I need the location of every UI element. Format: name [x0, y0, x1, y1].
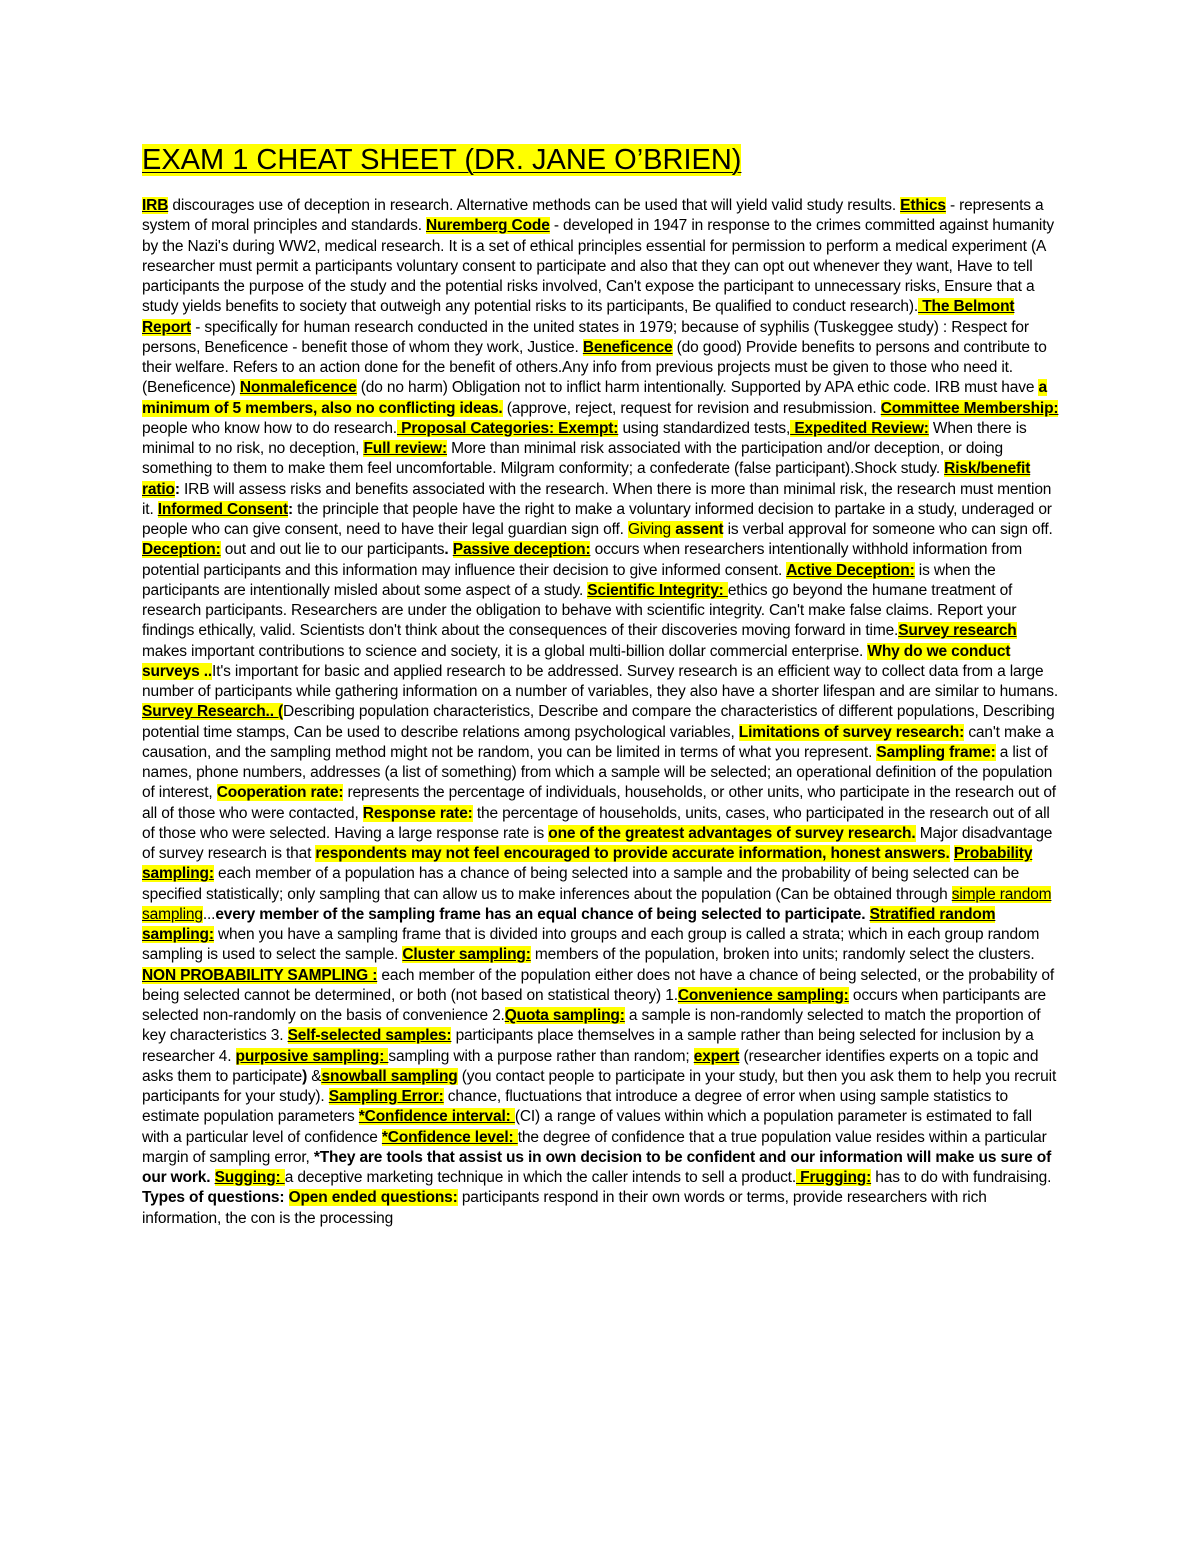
key-term: Active Deception:: [786, 561, 915, 579]
body-text-run: discourages use of deception in research. Alternative methods can be used that will yield valid study results.: [168, 197, 901, 214]
body-text-run: ...: [202, 905, 216, 923]
body-text-run: Major disadvantage of survey research is that: [142, 824, 1053, 862]
body-text-run: makes important contributions to science and society, it is a global multi-billion dollar commercial enterprise.: [142, 642, 868, 660]
body-text-run: When there is minimal to no risk, no deception,: [142, 419, 1027, 457]
page-title: [142, 140, 1062, 180]
body-text-run: - developed in 1947 in response to the crimes committed against humanity by the Nazi's during WW2, medical research. It is a set of ethical principles essential for permission to perform a medical experiment (A researcher must permit a participants voluntary consent to participate and also that they can opt out whenever they want, Have to tell participants the purpose of the study and the potential risks involved, Can't expose the participant to unnecessary risks, Ensure that a study yields benefits to society that outweigh any potential risks to its participants, Be qualified to conduct research).: [142, 217, 1054, 316]
key-term: purposive sampling:: [235, 1047, 389, 1065]
key-term: Passive deception:: [452, 541, 591, 559]
bold-text: .: [444, 541, 449, 559]
key-term: Quota sampling:: [504, 1007, 625, 1024]
key-term: Sampling Error:: [328, 1088, 444, 1105]
highlighted-bold-text: Why do we conduct surveys ..: [142, 642, 1011, 680]
key-term: Cluster sampling:: [402, 946, 531, 964]
highlighted-bold-text: assent: [675, 521, 724, 538]
body-text-run: (approve, reject, request for revision and resubmission.: [502, 399, 881, 417]
highlighted-bold-text: Limitations of survey research:: [738, 723, 965, 741]
document-page: [142, 140, 1062, 1229]
body-text-run: (do no harm) Obligation not to inflict harm intentionally. Supported by APA ethic code. IRB must have: [356, 379, 1039, 397]
highlighted-bold-text: respondents may not feel encouraged to provide accurate information, honest answers.: [315, 845, 950, 862]
highlighted-bold-text: one of the greatest advantages of survey research.: [548, 824, 916, 842]
body-text-run: - represents a system of moral principles and standards.: [142, 197, 1044, 235]
key-term: Beneficence: [582, 338, 673, 356]
key-term: Committee Membership:: [880, 399, 1059, 417]
key-term: *Confidence level:: [381, 1128, 518, 1146]
body-text-run: ethics go beyond the humane treatment of research participants. Researchers are under the obligation to behave with scientific integrity. Can't make false claims. Report your findings ethically, valid. Scientists don't think about the consequences of their discoveries moving forward in time.: [142, 581, 1017, 640]
key-term: Sugging:: [214, 1169, 285, 1186]
body-text-run: out and out lie to our participants: [220, 541, 445, 559]
key-term: Nuremberg Code: [426, 217, 550, 235]
body-text-run: Describing population characteristics, Describe and compare the characteristics of different populations, Describing potential time stamps, Can be used to describe relations among psychological variables,: [142, 703, 1055, 741]
body-text-run: people who know how to do research.: [142, 419, 397, 437]
body-text-run: [865, 906, 869, 923]
body-text-run: More than minimal risk associated with the participation and/or deception, or doing something to them to make them feel uncomfortable. Milgram conformity; a confederate (false participant).Shock study.: [142, 440, 1004, 478]
body-text-run: a sample is non-randomly selected to match the proportion of key characteristics 3.: [142, 1007, 1041, 1045]
key-term: Scientific Integrity:: [587, 581, 728, 599]
body-text-run: the principle that people have the right to make a voluntary informed decision to partake in a study, underaged or people who can give consent, need to have their legal guardian sign off.: [142, 500, 1052, 538]
key-term: Frugging:: [796, 1169, 872, 1186]
key-term: expert: [693, 1047, 740, 1065]
key-term: Survey research: [898, 622, 1017, 640]
body-text-run: IRB will assess risks and benefits associated with the research. When there is more than minimal risk, the research must mention it.: [142, 480, 1052, 518]
body-text-run: when you have a sampling frame that is divided into groups and each group is called a strata; which in each group random sampling is used to select the sample.: [142, 926, 1040, 964]
bold-text: :: [287, 500, 293, 518]
body-text-run: has to do with fundraising.: [871, 1169, 1052, 1186]
key-term: Informed Consent: [157, 500, 288, 518]
body-text-run: [210, 1169, 214, 1186]
body-text-run: - specifically for human research conducted in the united states in 1979; because of syphilis (Tuskeggee study) : Respect for persons, Beneficence - benefit those of whom they work, Justice.: [142, 318, 1029, 356]
body-text-run: (CI) a range of values within which a population parameter is estimated to fall with a particular level of confidence: [142, 1108, 1032, 1146]
key-term: Survey Research.. (: [142, 703, 284, 721]
bold-text: ): [302, 1067, 308, 1085]
body-text-run: (researcher identifies experts on a topic and asks them to participate: [142, 1047, 1039, 1085]
highlighted-underlined-text: simple random sampling: [142, 885, 1052, 923]
body-text-run: sampling with a purpose rather than random;: [388, 1047, 694, 1065]
body-text-run: each member of a population has a chance of being selected into a sample and the probability of being selected can be specified statistically; only sampling that can allow us to make inferences about the population (Can be obtained through: [142, 865, 1020, 903]
key-term: The Belmont Report: [142, 298, 1015, 336]
key-term: Ethics: [900, 197, 946, 214]
key-term: Expedited Review:: [790, 419, 929, 437]
body-text-run: occurs when researchers intentionally withhold information from potential participants and this information may influence their decision to give informed consent.: [142, 541, 1022, 579]
body-text-run: (do good) Provide benefits to persons and contribute to their welfare. Refers to an action done for the benefit of others.Any info from previous projects must be given to those who need it. (Beneficence): [142, 338, 1047, 397]
key-term: Deception:: [142, 541, 221, 559]
body-text-run: each member of the population either does not have a chance of being selected, or the probability of being selected cannot be determined, or both (not based on statistical theory) 1.: [142, 966, 1054, 1004]
body-text-run: participants place themselves in a sample rather than being selected for inclusion by a researcher 4.: [142, 1027, 1034, 1065]
highlighted-text: Giving: [627, 521, 676, 538]
body-text-run: a list of names, phone numbers, addresses (a list of something) from which a sample will be selected; an operational definition of the population of interest,: [142, 743, 1053, 802]
body-paragraph: [142, 196, 1062, 1229]
key-term: Proposal Categories: Exempt:: [396, 419, 619, 437]
key-term: Convenience sampling:: [677, 986, 849, 1004]
key-term: NON PROBABILITY SAMPLING :: [142, 966, 378, 984]
key-term: *Confidence interval:: [358, 1108, 515, 1126]
highlighted-bold-text: Open ended questions:: [288, 1189, 458, 1207]
key-term: snowball sampling: [321, 1067, 458, 1085]
key-term: IRB: [142, 197, 169, 214]
key-term: Stratified random sampling:: [142, 905, 996, 943]
highlighted-bold-text: Sampling frame:: [876, 743, 996, 761]
body-text-run: is when the participants are intentionally misled about some aspect of a study.: [142, 561, 996, 599]
highlighted-bold-text: Cooperation rate:: [216, 784, 344, 802]
body-text-run: is verbal approval for someone who can sign off.: [723, 521, 1053, 538]
body-text-run: &: [307, 1067, 322, 1085]
body-text-run: the percentage of households, units, cases, who participated in the research out of all of those who were selected. Having a large response rate is: [142, 804, 1050, 842]
bold-text: Types of questions:: [142, 1189, 289, 1207]
body-text-run: the degree of confidence that a true population value resides within a particular margin of sampling error,: [142, 1128, 1047, 1166]
key-term: Nonmaleficence: [239, 379, 357, 397]
body-text-run: a deceptive marketing technique in which the caller intends to sell a product.: [284, 1169, 796, 1186]
key-term: Self-selected samples:: [287, 1027, 452, 1045]
body-text-run: chance, fluctuations that introduce a degree of error when using sample statistics to estimate population parameters: [142, 1088, 1009, 1126]
body-text-run: represents the percentage of individuals, households, or other units, who participate in the research out of all of those who were contacted,: [142, 784, 1056, 822]
body-text-run: using standardized tests,: [618, 419, 791, 437]
body-text-run: members of the population, broken into units; randomly select the clusters.: [530, 946, 1035, 964]
highlighted-bold-text: Response rate:: [362, 804, 473, 822]
key-term: Full review:: [363, 440, 447, 457]
body-text-run: participants respond in their own words or terms, provide researchers with rich information, the con is the processing: [142, 1189, 987, 1227]
body-text-run: can't make a causation, and the sampling method might not be random, you can be limited in terms of what you represent.: [142, 723, 1054, 761]
page-title-text: EXAM 1 CHEAT SHEET (DR. JANE O’BRIEN): [142, 144, 742, 176]
key-term: Probability sampling:: [142, 845, 1033, 883]
key-term: Risk/benefit ratio: [142, 460, 1031, 498]
body-text-run: It's important for basic and applied research to be addressed. Survey research is an efficient way to collect data from a large number of participants while gathering information on a number of variables, they also have a shorter lifespan and are similar to humans.: [142, 662, 1058, 700]
bold-text: :: [174, 480, 185, 498]
bold-text: *They are tools that assist us in own decision to be confident and our information will make us sure of our work.: [142, 1148, 1052, 1186]
body-text-run: occurs when participants are selected non-randomly on the basis of convenience 2.: [142, 986, 1046, 1024]
body-text-run: (you contact people to participate in your study, but then you ask them to help you recruit participants for your study).: [142, 1067, 1057, 1105]
bold-text: every member of the sampling frame has an equal chance of being selected to participate.: [215, 905, 866, 923]
highlighted-bold-text: a minimum of 5 members, also no conflicting ideas.: [142, 379, 1047, 417]
